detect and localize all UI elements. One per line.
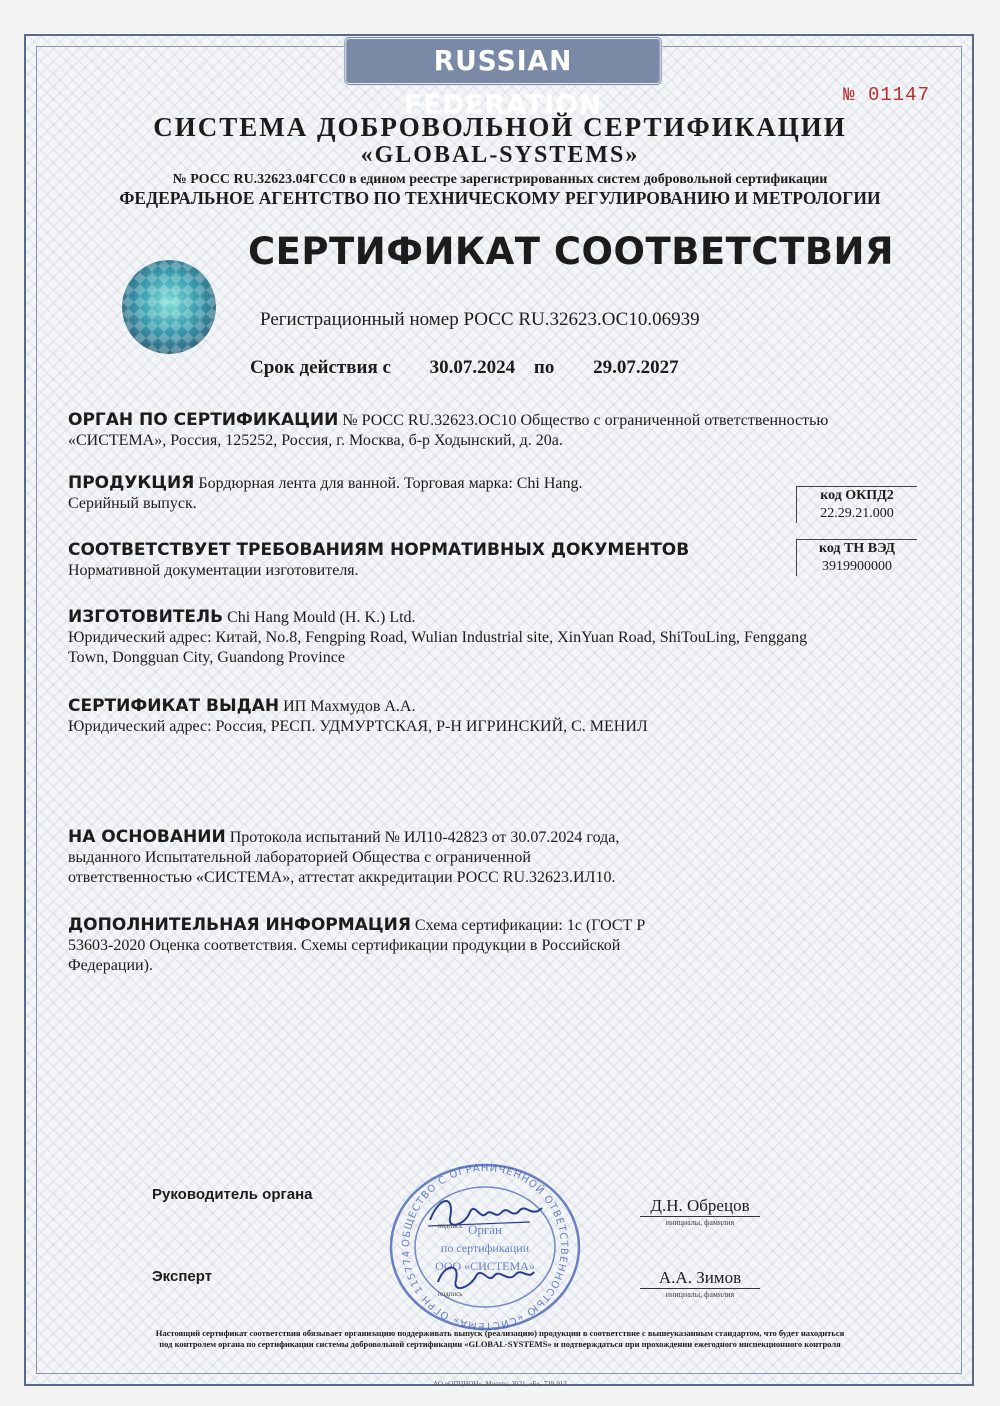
basis-heading: НА ОСНОВАНИИ: [68, 827, 226, 847]
head-name-caption: инициалы, фамилия: [665, 1218, 735, 1227]
organ-text-2: «СИСТЕМА», Россия, 125252, Россия, г. Москва, б-р Ходынский, д. 20а.: [68, 432, 563, 449]
issued-heading: СЕРТИФИКАТ ВЫДАН: [68, 696, 280, 716]
serial-number: № 01147: [843, 84, 930, 106]
manufacturer-address-2: Town, Dongguan City, Guandong Province: [68, 649, 345, 666]
expert-name-caption: инициалы, фамилия: [665, 1290, 735, 1299]
organ-text-1: № РОСС RU.32623.ОС10 Общество с ограниченной ответственностью: [342, 412, 829, 429]
stamp-ring-text: ОБЩЕСТВО С ОГРАНИЧЕННОЙ ОТВЕТСТВЕННОСТЬЮ «СИСТЕМА» ОГРН 115774: [400, 1162, 570, 1332]
tnved-value: 3919900000: [822, 559, 892, 574]
conformity-heading: СООТВЕТСТВУЕТ ТРЕБОВАНИЯМ НОРМАТИВНЫХ ДОКУМЕНТОВ: [68, 540, 690, 560]
section-additional: [68, 915, 740, 976]
stamp-line-3: ООО «СИСТЕМА»: [435, 1259, 535, 1273]
manufacturer-address-1: Юридический адрес: Китай, No.8, Fengping Road, Wulian Industrial site, XinYuan Road, ShiTouLing, Fenggang: [68, 629, 808, 646]
issued-name: ИП Махмудов А.А.: [283, 698, 416, 715]
additional-text-2: 53603-2020 Оценка соответствия. Схемы сертификации продукции в Российской: [68, 937, 621, 954]
head-sign-caption: подпись: [438, 1222, 463, 1230]
basis-text-3: ответственностью «СИСТЕМА», аттестат аккредитации РОСС RU.32623.ИЛ10.: [68, 869, 616, 886]
additional-text-1: Схема сертификации: 1с (ГОСТ Р: [414, 917, 646, 934]
basis-text-1: Протокола испытаний № ИЛ10-42823 от 30.07.2024 года,: [229, 829, 620, 846]
section-product: [68, 473, 768, 514]
product-text-2: Серийный выпуск.: [68, 495, 197, 512]
validity-period: [250, 357, 679, 379]
registry-line: № РОСС RU.32623.04ГСС0 в едином реестре зарегистрированных систем добровольной сертификации: [172, 172, 828, 187]
manufacturer-heading: ИЗГОТОВИТЕЛЬ: [68, 607, 224, 627]
country-banner: RUSSIAN FEDERATION: [343, 36, 662, 86]
product-heading: ПРОДУКЦИЯ: [68, 473, 195, 493]
validity-label: Срок действия с: [250, 357, 391, 378]
additional-text-3: Федерации).: [68, 957, 153, 974]
registration-number: Регистрационный номер РОСС RU.32623.ОС10.06939: [260, 309, 700, 330]
footer-text-1: Настоящий сертификат соответствия обязывает организацию поддерживать выпуск (реализацию) продукции в соответствие с вышеуказанным стандартом, что будет находиться: [155, 1328, 845, 1338]
okpd-label: код ОКПД2: [820, 488, 894, 503]
hologram-icon: [122, 260, 216, 354]
conformity-text: Нормативной документации изготовителя.: [68, 562, 359, 579]
okpd-value: 22.29.21.000: [820, 506, 894, 521]
validity-to-label: по: [533, 357, 555, 378]
head-name: Д.Н. Обрецов: [640, 1196, 760, 1217]
valid-from: 30.07.2024: [429, 357, 516, 378]
issued-address: Юридический адрес: Россия, РЕСП. УДМУРТСКАЯ, Р-Н ИГРИНСКИЙ, С. МЕНИЛ: [68, 718, 648, 735]
product-text-1: Бордюрная лента для ванной. Торговая марка: Chi Hang.: [198, 475, 583, 492]
head-signature-icon: [420, 1190, 550, 1240]
footer-text-2: под контролем органа по сертификации системы добровольной сертификации «GLOBAL-SYSTEMS» и подтверждаться при прохождении ежегодного инспекционного контроля: [159, 1339, 841, 1349]
print-info: АО «ОПЦИОН», Москва, 2021, «Б», 729-913: [433, 1380, 567, 1388]
agency-name: ФЕДЕРАЛЬНОЕ АГЕНТСТВО ПО ТЕХНИЧЕСКОМУ РЕГУЛИРОВАНИЮ И МЕТРОЛОГИИ: [119, 188, 881, 208]
expert-label: Эксперт: [152, 1268, 213, 1285]
section-issued: [68, 696, 928, 737]
basis-text-2: выданного Испытательной лабораторией Общества с ограниченной: [68, 849, 531, 866]
stamp-line-1: Орган: [468, 1222, 502, 1237]
manufacturer-name: Chi Hang Mould (H. K.) Ltd.: [227, 609, 416, 626]
head-label: Руководитель органа: [152, 1186, 313, 1203]
tnved-code-box: [796, 539, 917, 576]
system-name: «GLOBAL-SYSTEMS»: [360, 142, 640, 168]
section-organ: [68, 410, 928, 451]
tnved-label: код ТН ВЭД: [818, 541, 896, 556]
additional-heading: ДОПОЛНИТЕЛЬНАЯ ИНФОРМАЦИЯ: [68, 915, 411, 935]
system-title: СИСТЕМА ДОБРОВОЛЬНОЙ СЕРТИФИКАЦИИ: [153, 112, 847, 142]
stamp-line-2: по сертификации: [440, 1241, 530, 1255]
footer-notice: [80, 1328, 920, 1350]
okpd-code-box: [796, 486, 917, 523]
expert-name: А.А. Зимов: [640, 1268, 760, 1289]
certificate-title: СЕРТИФИКАТ СООТВЕТСТВИЯ: [248, 230, 894, 273]
expert-sign-caption: подпись: [438, 1290, 463, 1298]
official-stamp: [386, 1162, 584, 1332]
section-manufacturer: [68, 607, 928, 668]
valid-to: 29.07.2027: [593, 357, 679, 378]
section-conformity: [68, 540, 788, 581]
section-basis: [68, 827, 788, 888]
organ-heading: ОРГАН ПО СЕРТИФИКАЦИИ: [68, 410, 339, 430]
